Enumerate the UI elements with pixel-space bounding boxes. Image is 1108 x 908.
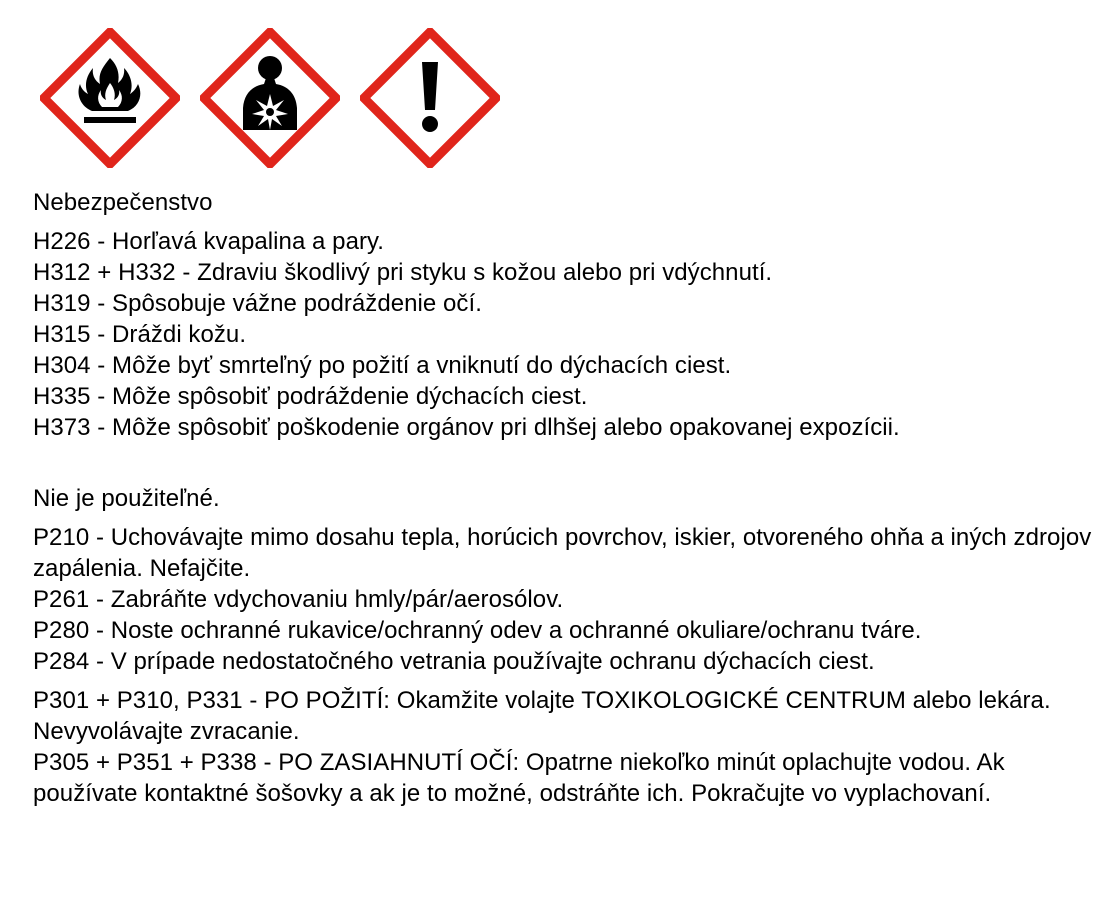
hazard-statement: H373 - Môže spôsobiť poškodenie orgánov pri dlhšej alebo opakovanej expozícii. [33, 414, 900, 441]
hazard-statements [33, 226, 1093, 443]
not-applicable-note: Nie je použiteľné. [33, 485, 220, 512]
precautionary-statement: P284 - V prípade nedostatočného vetrania používajte ochranu dýchacích ciest. [33, 648, 875, 675]
flame-icon [40, 28, 180, 168]
hazard-statement: H312 + H332 - Zdraviu škodlivý pri styku s kožou alebo pri vdýchnutí. [33, 259, 773, 286]
hazard-statement: H304 - Môže byť smrteľný po požití a vniknutí do dýchacích ciest. [33, 352, 732, 379]
signal-word: Nebezpečenstvo [33, 189, 213, 216]
precautionary-statement: P305 + P351 + P338 - PO ZASIAHNUTÍ OČÍ: Opatrne niekoľko minút oplachujte vodou. Ak používate kontaktné šošovky a ak je to možné, odstráňte ich. Pokračujte vo vyplachovaní. [33, 749, 1005, 807]
precautionary-statement: P301 + P310, P331 - PO POŽITÍ: Okamžite volajte TOXIKOLOGICKÉ CENTRUM alebo lekára. Nevyvolávajte zvracanie. [33, 687, 1051, 745]
precautionary-statement: P280 - Noste ochranné rukavice/ochranný odev a ochranné okuliare/ochranu tváre. [33, 617, 922, 644]
label-text [33, 187, 1093, 809]
hazard-statement: H335 - Môže spôsobiť podráždenie dýchacích ciest. [33, 383, 588, 410]
precautionary-statement: P210 - Uchovávajte mimo dosahu tepla, horúcich povrchov, iskier, otvoreného ohňa a iných zdrojov zapálenia. Nefajčite. [33, 524, 1092, 582]
exclamation-mark-icon [360, 28, 500, 168]
hazard-statement: H315 - Dráždi kožu. [33, 321, 247, 348]
health-hazard-icon [200, 28, 340, 168]
hazard-statement: H226 - Horľavá kvapalina a pary. [33, 228, 384, 255]
precautionary-statements-1 [33, 522, 1093, 677]
precautionary-statement: P261 - Zabráňte vdychovaniu hmly/pár/aerosólov. [33, 586, 564, 613]
hazard-statement: H319 - Spôsobuje vážne podráždenie očí. [33, 290, 482, 317]
ghs-pictograms [40, 28, 500, 168]
precautionary-statements-2 [33, 685, 1093, 809]
